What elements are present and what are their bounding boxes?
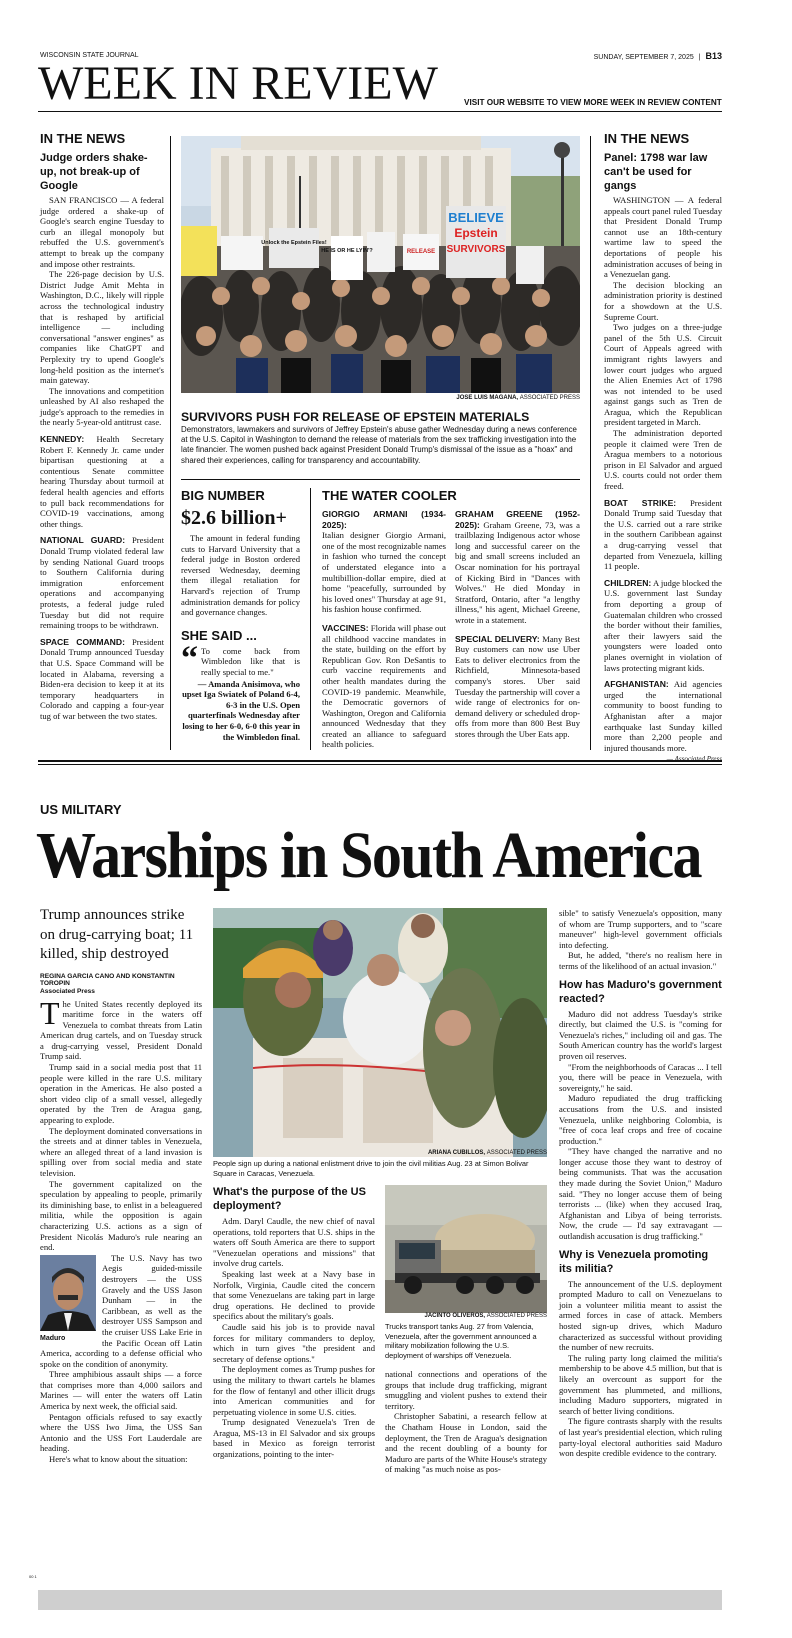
story-paragraph: The figure contrasts sharply with the results of last year's presidential election, which ruling party-loyal electoral authorities said Maduro won despite credible evidence to the contrary. — [559, 1416, 722, 1459]
visit-website: VISIT OUR WEBSITE TO VIEW MORE WEEK IN REVIEW CONTENT — [464, 98, 722, 107]
military-col-2 — [213, 1185, 375, 1460]
story-paragraph: Caudle said his job is to provide naval forces for military commanders to deploy, which in turn gives "the president and secretary of defense options." — [213, 1321, 375, 1364]
byline: REGINA GARCIA CANO AND KONSTANTIN TOROPIN — [40, 972, 175, 987]
left-brief — [40, 535, 164, 630]
militia-subhead: Why is Venezuela promoting its militia? — [559, 1248, 709, 1275]
date-line: SUNDAY, SEPTEMBER 7, 2025 | B13 — [593, 51, 722, 61]
right-brief — [604, 578, 722, 673]
right-paragraph: The decision blocking an administration priority is destined for a showdown at the U.S. Supreme Court. — [604, 279, 722, 322]
story-paragraph: The United States recently deployed its maritime force in the waters off Venezuela to combat threats from Latin American drug cartels, and on Tuesday struck a drug-carrying vessel, President Donald Trump said. — [40, 994, 202, 1062]
cooler-label: SPECIAL DELIVERY: — [455, 633, 540, 644]
brief-text: Aid agencies urged the international community to boost funding to Afghanistan after a major earthquake last Sunday killed more than 2,200 people and injured thousands more. — [604, 679, 722, 753]
left-news-column — [40, 131, 164, 722]
brief-label: SPACE COMMAND: — [40, 636, 125, 647]
big-number-value: $2.6 billion+ — [181, 507, 287, 529]
story-paragraph: sible" to satisfy Venezuela's opposition, many of whom are Trump supporters, and to "scare maneuver" high-level government officials into defecting. — [559, 908, 722, 950]
story-paragraph: Here's what to know about the situation: — [49, 1454, 188, 1465]
left-paragraph: The innovations and competition unleashed by AI also reshaped the judge's approach to the remedies in the nearly 5-year-old antitrust case. — [40, 385, 164, 428]
water-cooler-head: THE WATER COOLER — [322, 488, 457, 503]
cooler-item — [455, 634, 580, 740]
section-title: WEEK IN REVIEW — [38, 57, 438, 110]
photo-credit — [385, 1313, 547, 1319]
credit-org: ASSOCIATED PRESS — [519, 395, 580, 401]
column-rule — [590, 136, 591, 750]
brief-label: BOAT STRIKE: — [604, 497, 677, 508]
quote-attribution: — Amanda Anisimova, who upset Iga Swiatek of Poland 6-4, 6-3 in the U.S. Open quarterfinals Wednesday after losing to her 6-0, 6-0 this year in the Wimbledon final. — [182, 678, 300, 742]
right-paragraph: Two judges on a three-judge panel of the 5th U.S. Circuit Court of Appeals agreed with immigrant rights lawyers and lower court judges who argued the Alien Enemies Act of 1798 was not intended to be used against gangs such as Tren de Aragua, which the Republican president targeted in March. — [604, 322, 722, 428]
she-said-head: SHE SAID ... — [181, 627, 257, 643]
left-brief — [40, 637, 164, 722]
column-rule — [310, 488, 311, 750]
sign-text: Epstein — [454, 226, 498, 240]
right-news-column — [604, 131, 722, 763]
cooler-col-1 — [322, 509, 446, 750]
story-paragraph: The announcement of the U.S. deployment prompted Maduro to call on Venezuelans to join a volunteer militia meant to assist the armed forces in case of attack. Members hosted sign-up drives, which Maduro characterized as successful without providing the number of new recruits. — [559, 1278, 722, 1353]
quote-text: To come back from Wimbledon like that is really special to me." — [201, 645, 300, 677]
story-paragraph: The deployment comes as Trump pushes for using the military to thwart cartels he blames for the flow of fentanyl and other illicit drugs into American communities and for perpetuating violence in some U.S. cities. — [213, 1364, 375, 1417]
issue-date: SUNDAY, SEPTEMBER 7, 2025 — [593, 54, 694, 61]
section-divider — [38, 764, 722, 765]
right-paragraph: WASHINGTON — A federal appeals court panel ruled Tuesday that President Donald Trump cannot use an 18th-century wartime law to speed the deportations of people his administration accuses of being in a Venezuelan gang. — [604, 195, 722, 280]
cooler-item — [455, 509, 580, 626]
cooler-label: GIORGIO ARMANI (1934-2025): — [322, 509, 446, 530]
right-brief — [604, 498, 722, 572]
sign-text: SURVIVORS — [446, 244, 506, 255]
military-headline: Warships in South America — [36, 819, 701, 892]
right-story — [604, 195, 722, 492]
right-headline: Panel: 1798 war law can't be used for gangs — [604, 152, 708, 192]
water-cooler — [322, 488, 580, 503]
purpose-subhead: What's the purpose of the US deployment? — [213, 1186, 366, 1212]
story-paragraph: The government capitalized on the speculation by appealing to people, primarily its diminishing base, to enlist in a beleaguered militia, while the opposition is again characterizing U.S. actions as a sign of President Nicolás Maduro's rule nearing an end. — [40, 1178, 202, 1253]
photo-credit — [181, 395, 580, 401]
section-divider — [38, 760, 722, 762]
cooler-text: Many Best Buy customers can now use Uber Eats to deliver electronics from the Richfield, Minnesota-based company's stores. Uber said Tuesday the partnership will cover a wide range of electronics for on-demand delivery or scheduled drop-offs from more than 800 Best Buy stores through the Uber Eats app. — [455, 633, 580, 739]
left-paragraph: The 226-page decision by U.S. District Judge Amit Mehta in Washington, D.C., likely will ripple across the technological industry that is reshaped by artificial intelligence — including conversational "answer engines" as companies like ChatGPT and Perplexity try to upend Google's long-held position as the internet's main gateway. — [40, 269, 164, 386]
brief-text: President Donald Trump violated federal law by sending National Guard troops to Southern California during immigration enforcement operations and accompanying protests, a federal judge ruled Tuesday but did not require remaining troops to be withdrawn. — [40, 535, 164, 631]
header-rule — [38, 111, 722, 112]
cooler-text: Italian designer Giorgio Armani, one of the most recognizable names in fashion who turned the concept of understated elegance into a multibillion-dollar empire, died at home "peacefully, surrounded by his loved ones" Thursday at age 91, his fashion house confirmed. — [322, 530, 446, 615]
military-story-col3 — [385, 1369, 547, 1475]
sign-text: HE IS OR HE LYIN'? — [321, 248, 373, 254]
story-paragraph: The ruling party long claimed the militia's membership to be above 4.5 million, but that is likely an overcount as support for the government has plummeted, and millions, including Maduro supporters, migrated in search of better living conditions. — [559, 1352, 722, 1416]
military-story-col2 — [213, 1216, 375, 1460]
big-number-text: The amount in federal funding cuts to Harvard University that a federal judge in Boston ordered reversed Wednesday, deeming them illegal retaliation for Harvard's rejection of Trump administration demands for policy and governance changes. — [181, 533, 300, 618]
story-paragraph: Trump designated Venezuela's Tren de Aragua, MS-13 in El Salvador and six groups based in Mexico as foreign terrorist organizations, pointing to the inter- — [213, 1417, 375, 1460]
military-col-1 — [40, 906, 202, 1465]
big-number-box — [181, 488, 300, 742]
credit-name: JOSE LUIS MAGANA, — [456, 395, 519, 401]
story-paragraph: Speaking last week at a Navy base in Norfolk, Virginia, Caudle cited the concern that some Venezuelans are taking part in large drug operations. He declined to provide specifics about the military's goals. — [213, 1268, 375, 1322]
sign-text: Unlock the Epstein Files! — [261, 240, 327, 246]
story-paragraph: Three amphibious assault ships — a force that comprises more than 4,000 sailors and Marines — will enter the waters off Latin America by next week, the official said. — [40, 1369, 202, 1412]
tank-caption: Trucks transport tanks Aug. 27 from Valencia, Venezuela, after the government announced a military mobilization following the U.S. deployment of warships off Venezuela. — [385, 1322, 537, 1360]
military-deck: Trump announces strike on drug-carrying boat; 11 killed, ship destroyed — [40, 907, 194, 962]
cooler-label: GRAHAM GREENE (1952-2025): — [455, 509, 580, 530]
reaction-subhead: How has Maduro's government reacted? — [559, 978, 722, 1005]
cooler-text: Florida will phase out all childhood vaccine mandates in the state, building on the effort by Republican Gov. Ron DeSantis to curb vaccine requirements and other health mandates during the COVID-19 pandemic. Meanwhile, the Democratic governors of Washington, Oregon and California announced Wednesday that they created an alliance to safeguard health policies. — [322, 622, 446, 750]
sign-text: RELEASE — [406, 249, 436, 255]
military-story-col4 — [559, 908, 722, 972]
column-rule — [170, 136, 171, 750]
epstein-caption: Demonstrators, lawmakers and survivors of Jeffrey Epstein's abuse gather Wednesday during a news conference at the U.S. Capitol in Washington to demand the release of materials from the sex trafficking investigation into the late financier. The women pushed back against President Donald Trump's dismissal of the issue as a "hoax" and shared their experiences, calling for transparency and accountability. — [181, 425, 577, 465]
mug-caption: Maduro — [40, 1335, 66, 1343]
story-paragraph: Maduro did not address Tuesday's strike directly, but claimed the U.S. is "coming for Venezuela's riches," including oil and gas. The South American country has the world's largest proven oil reserves. — [559, 1008, 722, 1061]
story-paragraph: Trump said in a social media post that 11 people were killed in the rare U.S. military operation in the Americas. He also posted a short video clip of a small vessel, allegedly operated by the Tren de Aragua gang, appearing to explode. — [40, 1062, 202, 1126]
cooler-text: Graham Greene, 73, was a trailblazing Indigenous actor whose long and successful career on the big and small screens included an Oscar nomination for his portrayal of Kicking Bird in "Dances with Wolves." He died Monday in Stratford, Ontario, after "a lengthy illness," his agent, Michael Greene, wrote in a statement. — [455, 519, 580, 625]
cooler-label: VACCINES: — [322, 622, 369, 633]
maduro-mugshot — [40, 1255, 96, 1345]
left-paragraph: SAN FRANCISCO — A federal judge ordered a shake-up of Google's search engine Tuesday to curb an illegal monopoly but rebuffed the U.S. government's attempt to break up the company and impose other restraints. — [40, 195, 164, 269]
credit-org: ASSOCIATED PRESS — [486, 1150, 547, 1156]
story-paragraph: Pentagon officials refused to say exactly where the USS Iwo Jima, the USS San Antonio and the USS Fort Lauderdale are heading. — [40, 1411, 202, 1454]
story-paragraph: national connections and operations of the groups that include drug trafficking, migrant smuggling and violent pushes to extend their territory. — [385, 1369, 547, 1411]
credit-org: ASSOCIATED PRESS — [486, 1313, 547, 1319]
brief-text: President Donald Trump said Tuesday that the U.S. carried out a rare strike in the southern Caribbean against a drug-carrying vessel that departed from Venezuela, killing 11 people. — [604, 497, 722, 572]
folio: 00 1 — [29, 1574, 37, 1579]
maduro-photo — [40, 1255, 96, 1331]
military-story-col1 — [40, 994, 202, 1465]
credit-name: JACINTO OLIVEROS, — [424, 1313, 486, 1319]
enlistment-caption: People sign up during a national enlistment drive to join the civil militias Aug. 23 at Simon Bolivar Square in Caracas, Venezuela. — [213, 1159, 529, 1178]
left-section-head: IN THE NEWS — [40, 131, 126, 146]
footer-bar — [38, 1590, 722, 1610]
cooler-item — [322, 623, 446, 750]
drop-cap: T — [40, 994, 60, 1031]
brief-text: Health Secretary Robert F. Kennedy Jr. came under bipartisan questioning at a contentious Senate committee hearing Thursday about turmoil at federal health agencies and efforts to pull back recommendations for COVID-19 vaccinations, among other things. — [40, 434, 164, 529]
enlistment-photo — [213, 908, 547, 1157]
military-kicker: US MILITARY — [40, 802, 122, 817]
credit-name: ARIANA CUBILLOS, — [427, 1150, 486, 1156]
military-story-col4c — [559, 1279, 722, 1459]
epstein-headline: SURVIVORS PUSH FOR RELEASE OF EPSTEIN MATERIALS — [181, 410, 530, 424]
quote-mark-icon: “ — [181, 639, 198, 677]
paper-name: WISCONSIN STATE JOURNAL — [40, 52, 139, 59]
left-headline: Judge orders shake-up, not break-up of Google — [40, 152, 148, 192]
story-paragraph: "They have changed the narrative and no longer accuse those they want to destroy of being communists. That was the accusation they made during the Soviet Union," Maduro said. "They no longer accuse them of being terrorists ... (like) when they accused Iraq, Afghanistan and Libya of being terrorists. Now, the crude — I'd say extravagant — outlandish accusation is drug trafficking." — [559, 1146, 722, 1242]
story-paragraph: Adm. Daryl Caudle, the new chief of naval operations, told reporters that U.S. ships in the waters off South America are there to support "Venezuelan operations and missions" that involve drug cartels. — [213, 1216, 375, 1269]
story-paragraph: "From the neighborhoods of Caracas ... I tell you, there will be peace in Venezuela, with sovereignty," he said. — [559, 1061, 722, 1093]
right-section-head: IN THE NEWS — [604, 131, 690, 146]
brief-label: KENNEDY: — [40, 434, 85, 445]
right-paragraph: The administration deported people it claimed were Tren de Aragua members to a notorious prison in El Salvador and argued U.S. courts could not order them freed. — [604, 428, 722, 492]
center-rule — [181, 479, 580, 480]
story-paragraph: The deployment dominated conversations in the streets and at dinner tables in Venezuela, where an alleged threat of a land invasion is spilling over from social media and state television. — [40, 1125, 202, 1178]
left-story — [40, 195, 164, 428]
military-story-col4b — [559, 1009, 722, 1242]
photo-credit — [213, 1150, 547, 1156]
cooler-col-2 — [455, 509, 580, 739]
big-number-head: BIG NUMBER — [181, 488, 265, 503]
brief-text: A judge blocked the U.S. government last Sunday from deporting a group of Guatemalan children who crossed the border without their families, after their lawyers said the youngsters were loaded onto planes overnight in violation of laws protecting migrant kids. — [604, 577, 722, 673]
story-paragraph: Maduro repudiated the drug trafficking accusations from the U.S. and insisted Venezuela, unlike neighboring Colombia, is "free of coca leaf crops and free of cocaine production." — [559, 1093, 722, 1146]
military-col-4 — [559, 908, 722, 1459]
byline-agency: Associated Press — [40, 987, 95, 995]
brief-label: AFGHANISTAN: — [604, 679, 669, 690]
brief-text: President Donald Trump announced Tuesday that U.S. Space Command will be located in Alabama, reversing a Biden-era decision to keep it at its temporary headquarters in Colorado and capping a four-year tug of war between the two states. — [40, 636, 164, 721]
cooler-item — [322, 509, 446, 615]
sign-text: BELIEVE — [448, 210, 504, 225]
quote-box — [181, 639, 300, 742]
brief-label: NATIONAL GUARD: — [40, 535, 126, 546]
story-paragraph: Christopher Sabatini, a research fellow at the Chatham House in London, said the deployment, the Tren de Aragua's designation and the recent doubling of a bounty for Maduro are parts of the White House's strategy of making "as much noise as pos- — [385, 1411, 547, 1475]
story-paragraph: But, he added, "there's no realism here in terms of the likelihood of an actual invasion." — [559, 950, 722, 971]
story-paragraph: The U.S. Navy has two Aegis guided-missile destroyers — the USS Gravely and the USS Jason Dunham — in the Caribbean, as well as the destroyer USS Sampson and the cruiser USS Lake Erie in the Pacific Ocean off Latin America, according to a defense official who spoke on the condition of anonymity. — [40, 1252, 202, 1369]
left-brief — [40, 434, 164, 529]
brief-label: CHILDREN: — [604, 577, 652, 588]
page-number: B13 — [705, 51, 722, 61]
capitol-rally-photo — [181, 136, 580, 393]
tank-truck-photo — [385, 1185, 547, 1313]
right-brief — [604, 679, 722, 753]
